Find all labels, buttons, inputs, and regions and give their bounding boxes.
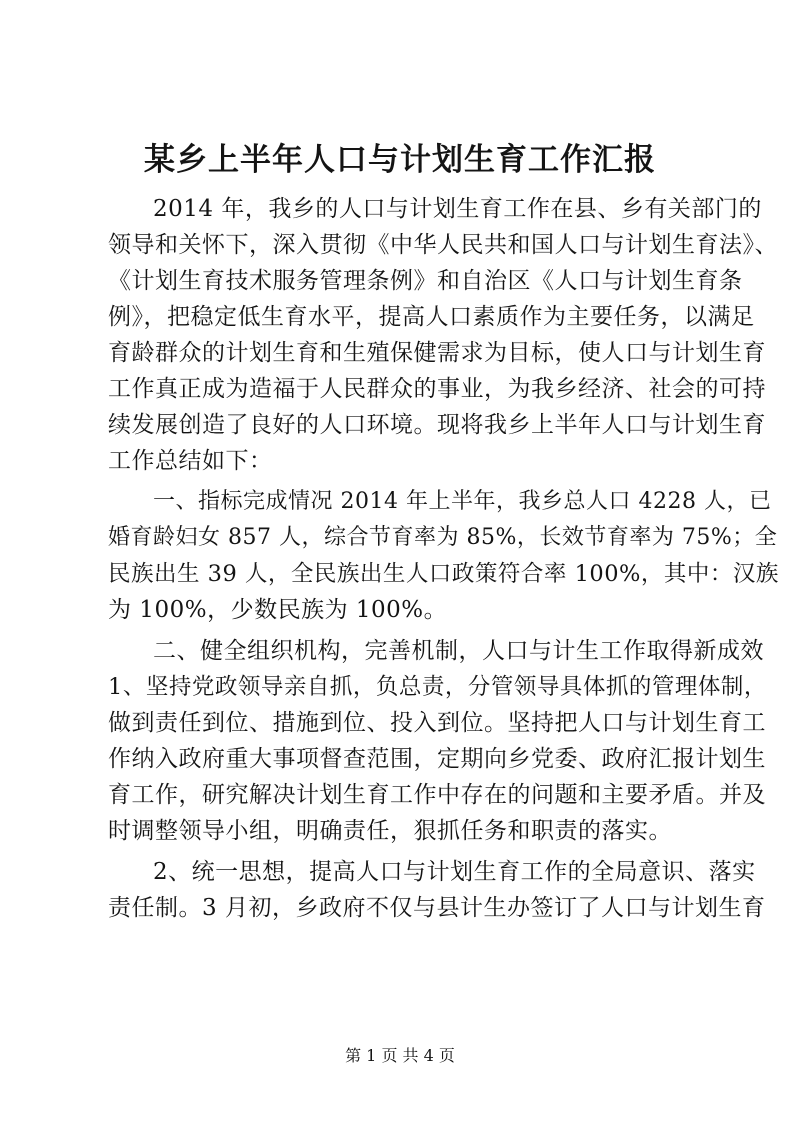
body-line: 责任制。3 月初，乡政府不仅与县计生办签订了人口与计划生育 — [108, 895, 766, 921]
body-line: 例》，把稳定低生育水平，提高人口素质作为主要任务，以满足 — [108, 304, 755, 330]
body-line: 工作真正成为造福于人民群众的事业，为我乡经济、社会的可持 — [108, 376, 766, 402]
body-line: 为 100%，少数民族为 100%。 — [108, 597, 448, 623]
body-line: 婚育龄妇女 857 人，综合节育率为 85%，长效节育率为 75%；全 — [108, 525, 778, 550]
document-title: 某乡上半年人口与计划生育工作汇报 — [144, 142, 656, 178]
page-footer: 第 1 页 共 4 页 — [345, 1046, 455, 1065]
body-line: 民族出生 39 人，全民族出生人口政策符合率 100%，其中：汉族 — [108, 561, 779, 587]
body-line: 工作总结如下： — [108, 448, 273, 474]
body-line: 1、坚持党政领导亲自抓，负总责，分管领导具体抓的管理体制， — [108, 674, 767, 700]
body-line: 二、健全组织机构，完善机制，人口与计生工作取得新成效 — [153, 638, 764, 664]
body-line: 时调整领导小组，明确责任，狠抓任务和职责的落实。 — [108, 818, 672, 844]
body-line: 作纳入政府重大事项督查范围，定期向乡党委、政府汇报计划生 — [108, 746, 766, 772]
body-line: 一、指标完成情况 2014 年上半年，我乡总人口 4228 人，已 — [153, 489, 772, 514]
body-line: 续发展创造了良好的人口环境。现将我乡上半年人口与计划生育 — [108, 412, 766, 438]
body-line: 2014 年，我乡的人口与计划生育工作在县、乡有关部门的 — [153, 196, 762, 222]
body-line: 《计划生育技术服务管理条例》和自治区《人口与计划生育条 — [108, 268, 743, 294]
body-line: 育工作，研究解决计划生育工作中存在的问题和主要矛盾。并及 — [108, 782, 766, 808]
body-line: 领导和关怀下，深入贯彻《中华人民共和国人口与计划生育法》、 — [108, 232, 778, 258]
body-line: 育龄群众的计划生育和生殖保健需求为目标，使人口与计划生育 — [108, 340, 766, 366]
body-line: 2、统一思想，提高人口与计划生育工作的全局意识、落实 — [153, 859, 756, 885]
body-line: 做到责任到位、措施到位、投入到位。坚持把人口与计划生育工 — [108, 710, 766, 736]
